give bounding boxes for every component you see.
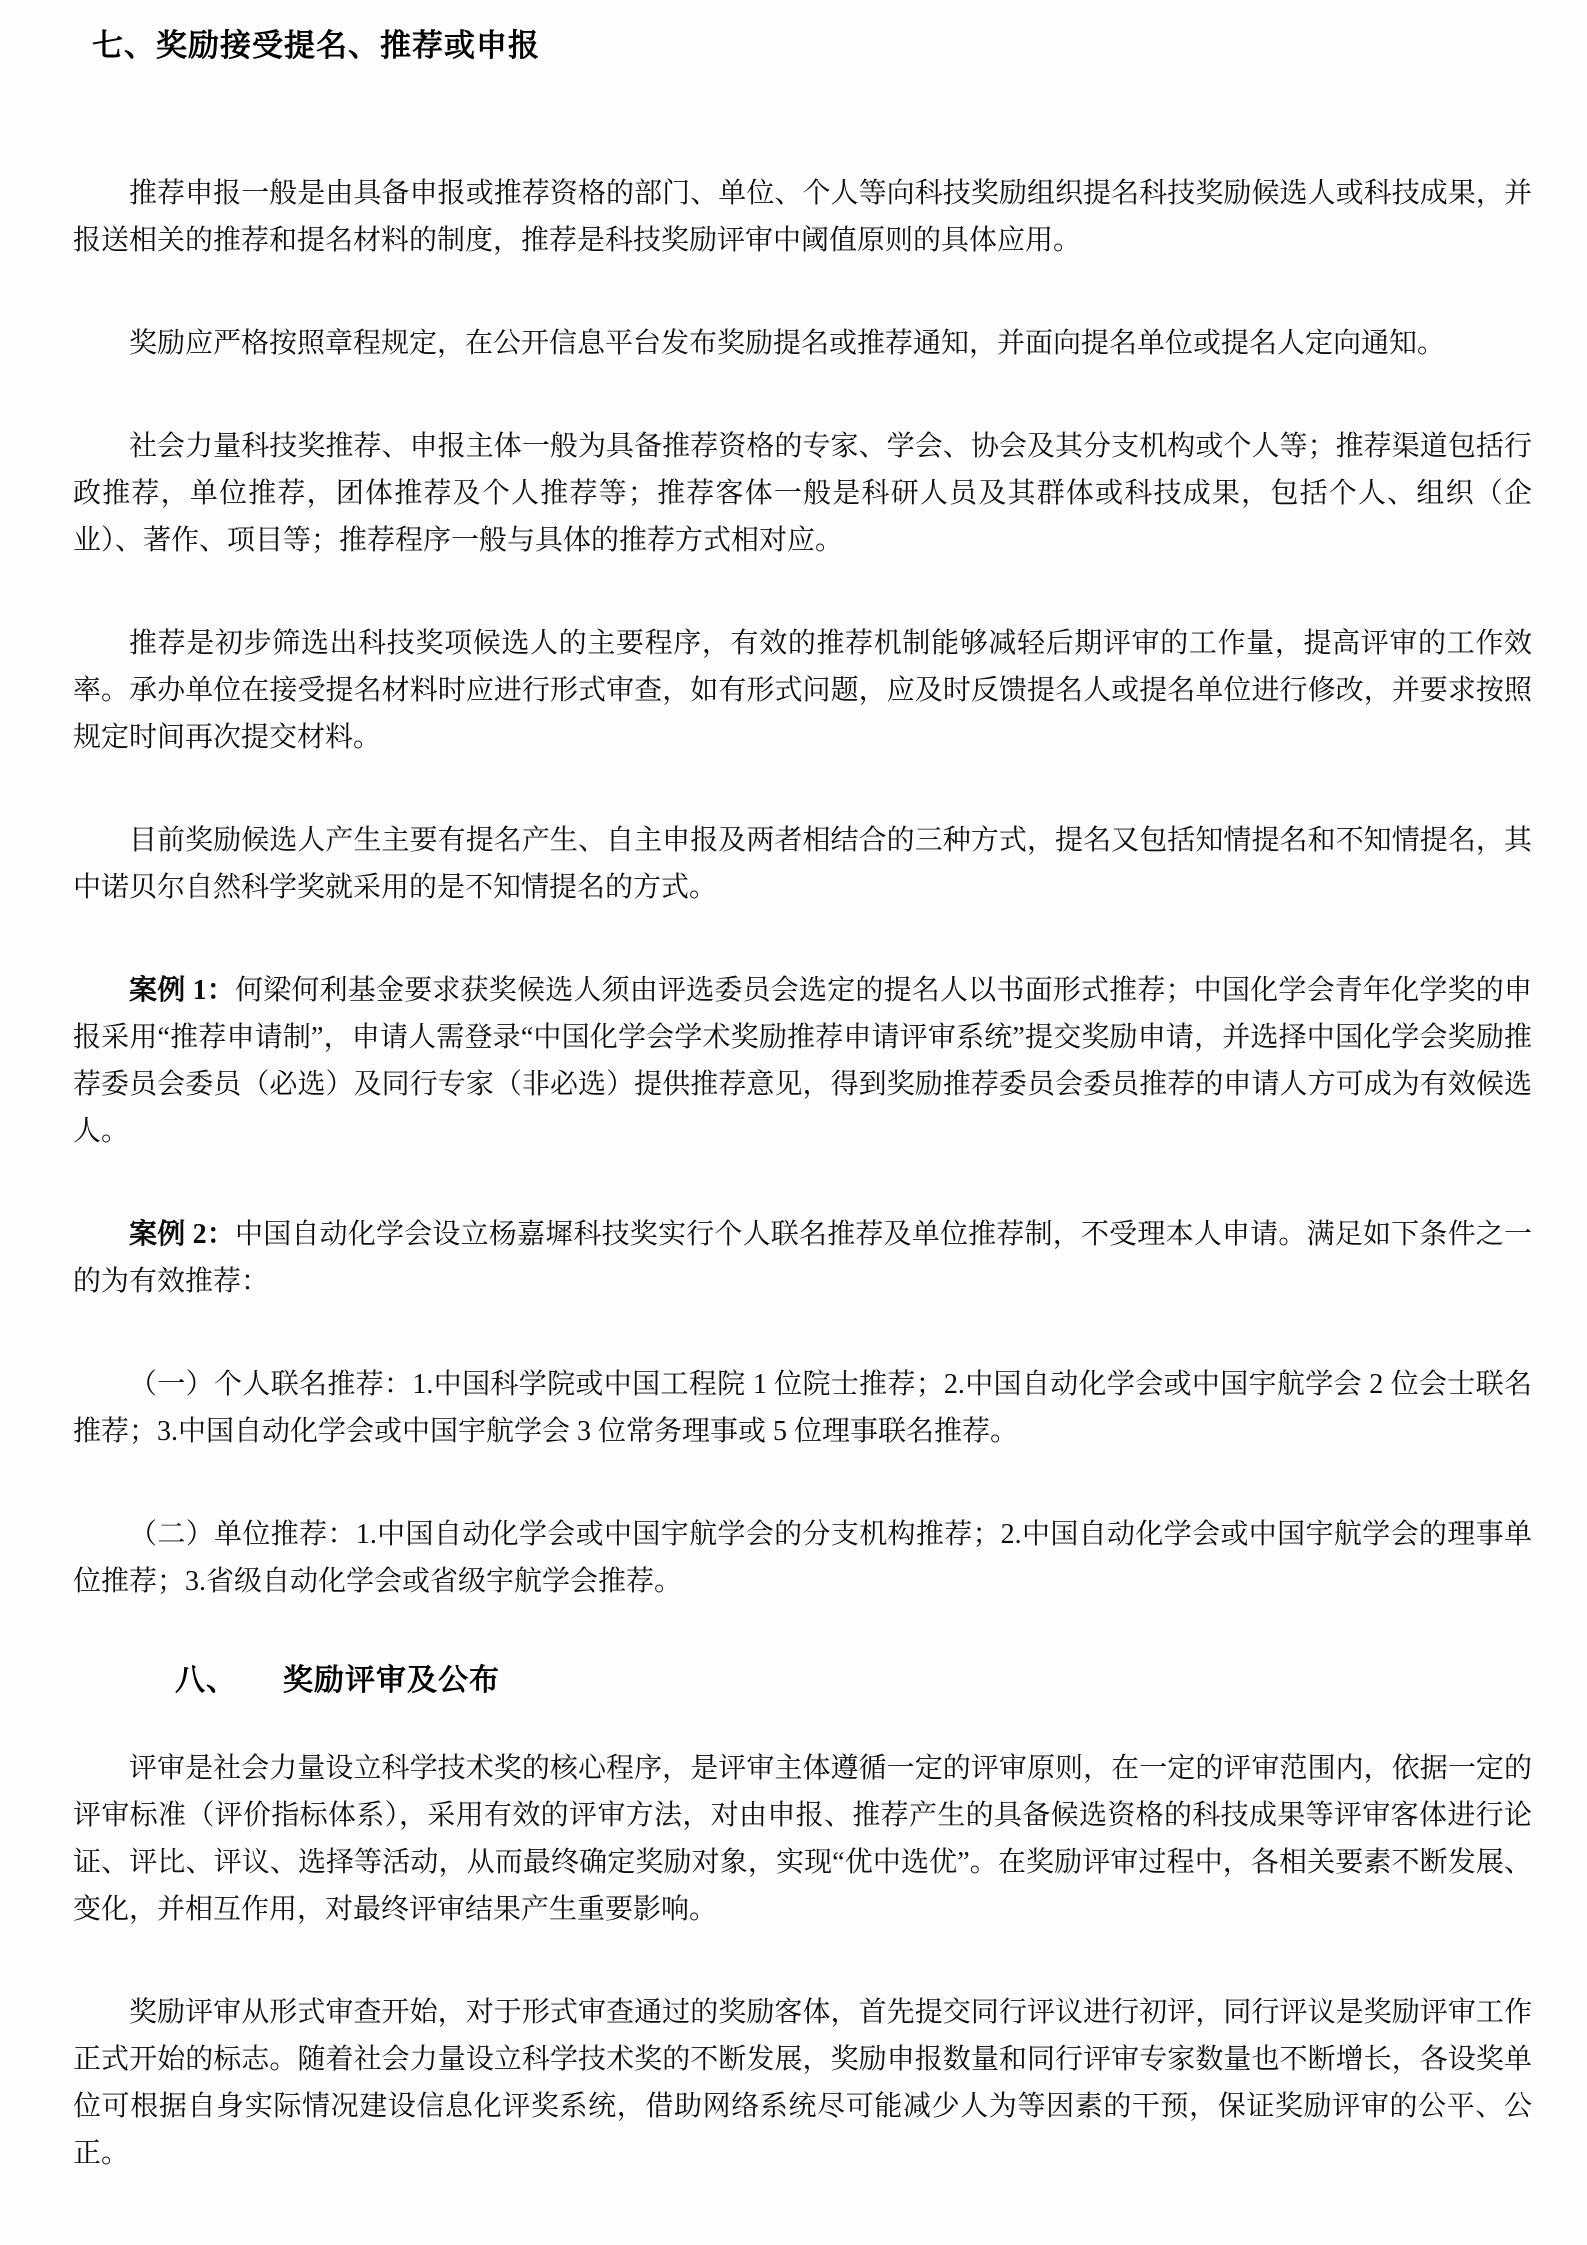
- paragraph-text: 何梁何利基金要求获奖候选人须由评选委员会选定的提名人以书面形式推荐；中国化学会青年化学奖的申报采用“推荐申请制”，申请人需登录“中国化学会学术奖励推荐申请评审系统”提交奖励申请，并选择中国化学会奖励推荐委员会委员（必选）及同行专家（非必选）提供推荐意见，得到奖励推荐委员会委员推荐的申请人方可成为有效候选人。: [73, 975, 1532, 1147]
- paragraph: 社会力量科技奖推荐、申报主体一般为具备推荐资格的专家、学会、协会及其分支机构或个人等；推荐渠道包括行政推荐，单位推荐，团体推荐及个人推荐等；推荐客体一般是科研人员及其群体或科技成果，包括个人、组织（企业）、著作、项目等；推荐程序一般与具体的推荐方式相对应。: [73, 431, 1532, 556]
- paragraph: 评审是社会力量设立科学技术奖的核心程序，是评审主体遵循一定的评审原则，在一定的评审范围内，依据一定的评审标准（评价指标体系），采用有效的评审方法，对由申报、推荐产生的具备候选资格的科技成果等评审客体进行论证、评比、评议、选择等活动，从而最终确定奖励对象，实现“优中选优”。在奖励评审过程中，各相关要素不断发展、变化，并相互作用，对最终评审结果产生重要影响。: [73, 1753, 1532, 1925]
- paragraph: 推荐申报一般是由具备申报或推荐资格的部门、单位、个人等向科技奖励组织提名科技奖励候选人或科技成果，并报送相关的推荐和提名材料的制度，推荐是科技奖励评审中阈值原则的具体应用。: [73, 178, 1532, 256]
- section-title: 奖励评审及公布: [283, 1664, 500, 1697]
- paragraph: 奖励评审从形式审查开始，对于形式审查通过的奖励客体，首先提交同行评议进行初评，同行评议是奖励评审工作正式开始的标志。随着社会力量设立科学技术奖的不断发展，奖励申报数量和同行评审专家数量也不断增长，各设奖单位可根据自身实际情况建设信息化评奖系统，借助网络系统尽可能减少人为等因素的干预，保证奖励评审的公平、公正。: [73, 1997, 1532, 2169]
- case-label: 案例 2：: [129, 1219, 235, 1250]
- paragraph: （二）单位推荐：1.中国自动化学会或中国宇航学会的分支机构推荐；2.中国自动化学会或中国宇航学会的理事单位推荐；3.省级自动化学会或省级宇航学会推荐。: [73, 1519, 1532, 1597]
- case-label: 案例 1：: [129, 975, 235, 1006]
- case-paragraph: [73, 1211, 1532, 1305]
- paragraph: 目前奖励候选人产生主要有提名产生、自主申报及两者相结合的三种方式，提名又包括知情提名和不知情提名，其中诺贝尔自然科学奖就采用的是不知情提名的方式。: [73, 825, 1532, 903]
- paragraph: 奖励应严格按照章程规定，在公开信息平台发布奖励提名或推荐通知，并面向提名单位或提名人定向通知。: [129, 328, 1446, 359]
- section-heading-8: [73, 1661, 1532, 1701]
- paragraph: 推荐是初步筛选出科技奖项候选人的主要程序，有效的推荐机制能够减轻后期评审的工作量，提高评审的工作效率。承办单位在接受提名材料时应进行形式审查，如有形式问题，应及时反馈提名人或提名单位进行修改，并要求按照规定时间再次提交材料。: [73, 628, 1532, 753]
- section-number: 八、: [175, 1664, 237, 1697]
- paragraph: （一）个人联名推荐：1.中国科学院或中国工程院 1 位院士推荐；2.中国自动化学会或中国宇航学会 2 位会士联名推荐；3.中国自动化学会或中国宇航学会 3 位常务理事或 5 位理事联名推荐。: [73, 1369, 1532, 1447]
- section-heading-7: 七、奖励接受提名、推荐或申报: [92, 28, 540, 63]
- paragraph-text: 中国自动化学会设立杨嘉墀科技奖实行个人联名推荐及单位推荐制，不受理本人申请。满足如下条件之一的为有效推荐：: [73, 1219, 1532, 1297]
- case-paragraph: [73, 967, 1532, 1155]
- document-content: [73, 26, 1532, 2177]
